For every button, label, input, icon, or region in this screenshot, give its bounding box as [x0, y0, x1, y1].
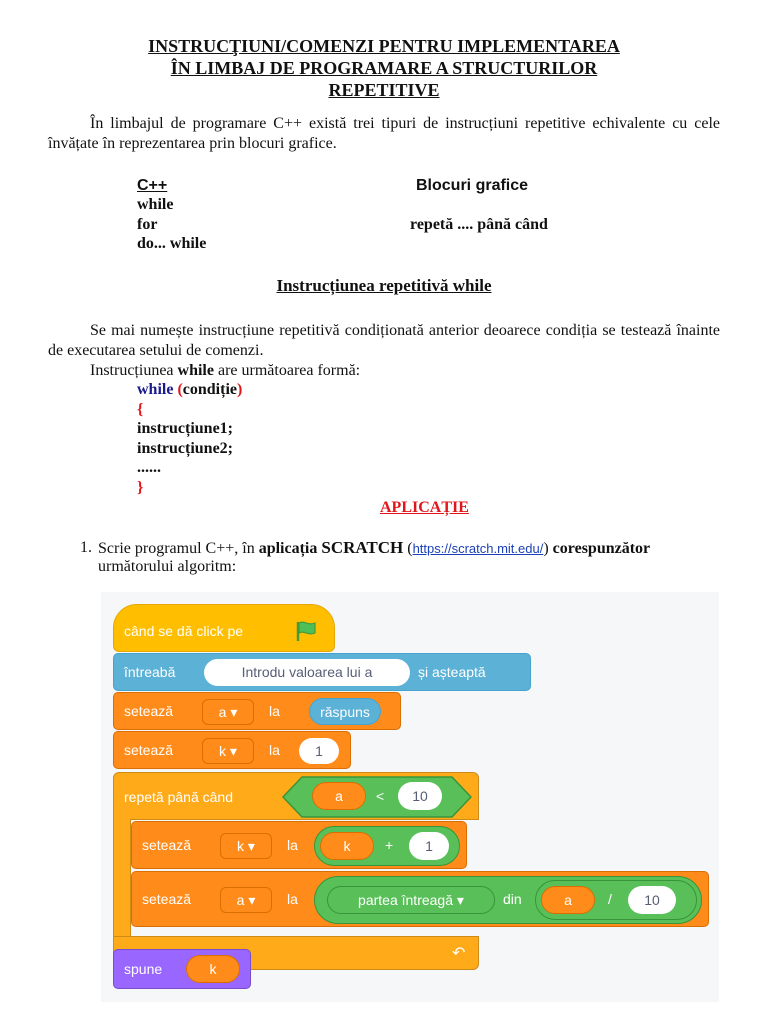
- syntax-brace-close: }: [137, 479, 144, 496]
- set-k-to-k-plus-1-block[interactable]: [131, 821, 467, 869]
- syntax-instr1: instrucțiune1;: [137, 420, 233, 437]
- syntax-dots: ......: [137, 459, 161, 476]
- cpp-do-while: do... while: [137, 235, 207, 252]
- ask-and-wait-block[interactable]: [113, 653, 531, 691]
- set-label: setează: [124, 742, 174, 758]
- blocks-column-header: Blocuri grafice: [416, 177, 529, 194]
- value-input-1[interactable]: 1: [409, 832, 449, 860]
- set-a-to-floor-block[interactable]: [131, 871, 709, 927]
- heading-line-2: ÎN LIMBAJ DE PROGRAMARE A STRUCTURILOR: [170, 58, 598, 78]
- to-label: la: [269, 742, 280, 758]
- less-than-operator: <: [376, 788, 385, 804]
- exercise-number: 1.: [80, 539, 92, 556]
- green-flag-icon: [295, 620, 321, 645]
- cpp-for: for: [137, 216, 158, 233]
- plus-operator: +: [385, 837, 394, 853]
- set-k-to-1-block[interactable]: [113, 731, 351, 769]
- syntax-brace-open: {: [137, 401, 144, 418]
- variable-reporter-a[interactable]: a: [541, 886, 595, 914]
- scratch-url-link[interactable]: https://scratch.mit.edu/: [412, 541, 544, 556]
- ask-wait-label: și așteaptă: [418, 664, 486, 680]
- value-input-1[interactable]: 1: [299, 738, 339, 764]
- set-label: setează: [142, 891, 192, 907]
- math-function-block[interactable]: [314, 876, 702, 924]
- to-label: la: [269, 703, 280, 719]
- addition-operator-block[interactable]: [314, 826, 460, 866]
- variable-dropdown-k[interactable]: k ▾: [202, 738, 254, 764]
- of-label: din: [503, 891, 522, 907]
- intro-paragraph: În limbajul de programare C++ există trei tipuri de instrucțiuni repetitive echivalente cu cele învățate în reprezentarea prin blocuri grafice.: [48, 115, 720, 152]
- ask-question-input[interactable]: Introdu valoarea lui a: [204, 659, 410, 686]
- syntax-while-line: while (condiție): [137, 381, 243, 398]
- section-title: Instrucțiunea repetitivă while: [276, 276, 492, 295]
- variable-reporter-k[interactable]: k: [186, 955, 240, 983]
- when-flag-label: când se dă click pe: [124, 623, 244, 639]
- scratch-script-area: [101, 592, 719, 1002]
- ask-label: întreabă: [124, 664, 176, 680]
- value-input-10[interactable]: 10: [628, 886, 676, 914]
- exercise-line-2: următorului algoritm:: [98, 558, 237, 575]
- function-dropdown[interactable]: partea întreagă ▾: [327, 886, 495, 914]
- say-label: spune: [124, 961, 163, 977]
- to-label: la: [287, 891, 298, 907]
- exercise-line-1: Scrie programul C++, în aplicația SCRATCH (https://scratch.mit.edu/) corespunzător: [98, 538, 651, 557]
- aplicatie-heading: APLICAȚIE: [380, 499, 469, 516]
- syntax-instr2: instrucțiune2;: [137, 440, 233, 457]
- loop-arrow-icon: ↶: [452, 945, 466, 962]
- set-label: setează: [124, 703, 174, 719]
- variable-dropdown-k[interactable]: k ▾: [220, 833, 272, 859]
- blocks-repeat-until: repetă .... până când: [410, 216, 548, 233]
- variable-dropdown-a[interactable]: a ▾: [220, 887, 272, 913]
- repeat-until-block[interactable]: [113, 772, 479, 820]
- to-label: la: [287, 837, 298, 853]
- variable-reporter-a[interactable]: a: [312, 782, 366, 810]
- when-flag-clicked-block[interactable]: [113, 604, 335, 652]
- heading-line-3: REPETITIVE: [328, 80, 440, 100]
- repeat-until-arm: [113, 819, 131, 937]
- say-block[interactable]: [113, 949, 251, 989]
- cpp-column-header: C++: [137, 177, 168, 194]
- while-description: Se mai numește instrucțiune repetitivă condiționată anterior deoarece condiția se testează înainte de executarea setului de comenzi.: [48, 322, 720, 359]
- form-intro: Instrucțiunea while are următoarea formă:: [90, 362, 361, 379]
- divide-operator: /: [608, 891, 612, 907]
- cpp-while: while: [137, 196, 174, 213]
- variable-dropdown-a[interactable]: a ▾: [202, 699, 254, 725]
- variable-reporter-k[interactable]: k: [320, 832, 374, 860]
- value-input-10[interactable]: 10: [398, 782, 442, 810]
- repeat-until-label: repetă până când: [124, 789, 233, 805]
- set-a-to-answer-block[interactable]: [113, 692, 401, 730]
- answer-reporter[interactable]: răspuns: [309, 698, 381, 725]
- division-operator-block[interactable]: [535, 880, 697, 920]
- set-label: setează: [142, 837, 192, 853]
- heading-line-1: INSTRUCŢIUNI/COMENZI PENTRU IMPLEMENTAREA: [148, 36, 620, 56]
